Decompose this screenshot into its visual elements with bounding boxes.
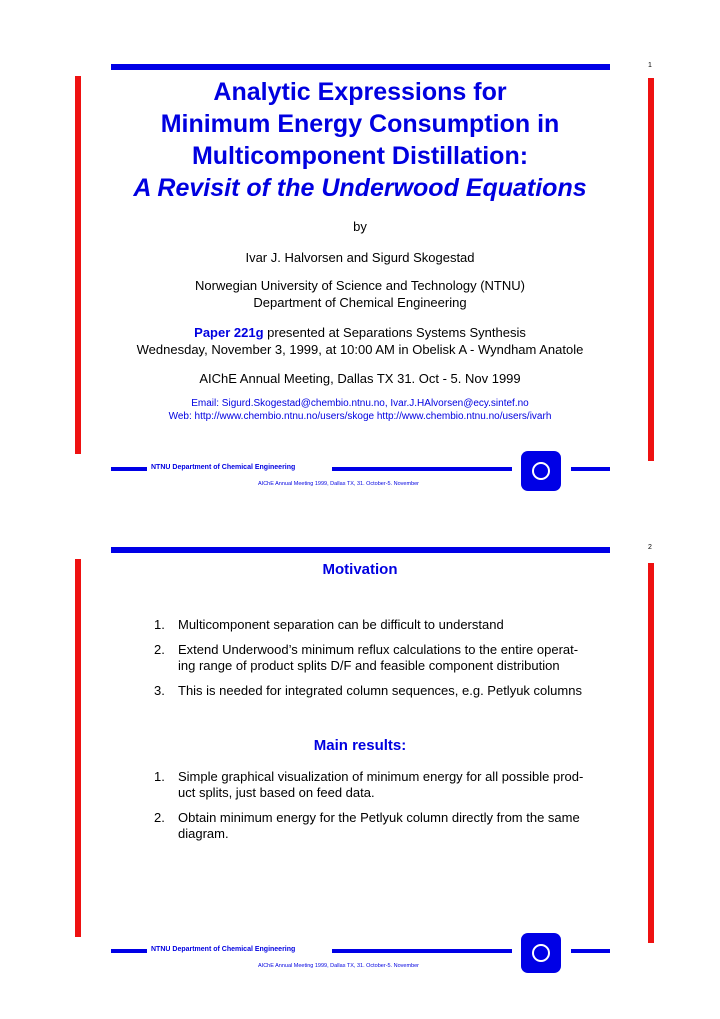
presented-at: presented at Separations Systems Synthesis [263, 325, 526, 340]
presentation-line [0, 324, 720, 341]
motivation-list [154, 617, 624, 708]
results-list [154, 769, 624, 851]
title-line-1: Analytic Expressions for [213, 78, 507, 106]
footer-rule-left [111, 949, 147, 953]
page-number: 1 [648, 62, 652, 69]
page-number: 2 [648, 544, 652, 551]
authors: Ivar J. Halvorsen and Sigurd Skogestad [245, 250, 475, 265]
web-line: Web: http://www.chembio.ntnu.no/users/skoge http://www.chembio.ntnu.no/users/ivarh [168, 411, 552, 422]
footer-rule-mid [332, 467, 512, 471]
footer-sub: AIChE Annual Meeting 1999, Dallas TX, 31. October-5. November [258, 481, 420, 487]
paper-id: Paper 221g [194, 325, 264, 340]
list-item: 2. Obtain minimum energy for the Petlyuk column directly from the same diagram. [154, 810, 580, 841]
title-line-4: A Revisit of the Underwood Equations [133, 174, 587, 202]
title-line-3: Multicomponent Distillation: [191, 142, 529, 170]
list-item: 1. Simple graphical visualization of minimum energy for all possible prod- uct splits, just based on feed data. [154, 769, 584, 800]
slide-title [0, 76, 720, 204]
footer-rule-mid [332, 949, 512, 953]
results-heading: Main results: [313, 737, 407, 754]
header-rule [111, 547, 610, 553]
by-label: by [353, 219, 367, 234]
footer-rule-right [571, 949, 610, 953]
ntnu-logo [521, 933, 561, 973]
affiliation-department: Department of Chemical Engineering [253, 295, 467, 310]
list-item: 3. This is needed for integrated column sequences, e.g. Petlyuk columns [154, 683, 582, 698]
footer-sub: AIChE Annual Meeting 1999, Dallas TX, 31. October-5. November [258, 963, 420, 969]
footer-rule-right [571, 467, 610, 471]
ntnu-logo [521, 451, 561, 491]
footer-label: NTNU Department of Chemical Engineering [151, 464, 296, 471]
email-line: Email: Sigurd.Skogestad@chembio.ntnu.no, Ivar.J.HAlvorsen@ecy.sintef.no [191, 398, 529, 409]
date-line: Wednesday, November 3, 1999, at 10:00 AM in Obelisk A - Wyndham Anatole [136, 342, 584, 357]
motivation-heading: Motivation [322, 561, 398, 578]
slide-1 [0, 0, 720, 500]
header-rule [111, 64, 610, 70]
slide-2 [0, 519, 720, 1019]
affiliation-university: Norwegian University of Science and Technology (NTNU) [195, 278, 525, 293]
meeting-line: AIChE Annual Meeting, Dallas TX 31. Oct - 5. Nov 1999 [199, 371, 521, 386]
footer-rule-left [111, 467, 147, 471]
list-item: 2. Extend Underwood’s minimum reflux calculations to the entire operat- ing range of product splits D/F and feasible component distribution [154, 642, 579, 673]
footer-label: NTNU Department of Chemical Engineering [151, 946, 296, 953]
list-item: 1. Multicomponent separation can be difficult to understand [154, 617, 504, 632]
title-line-2: Minimum Energy Consumption in [160, 110, 560, 138]
